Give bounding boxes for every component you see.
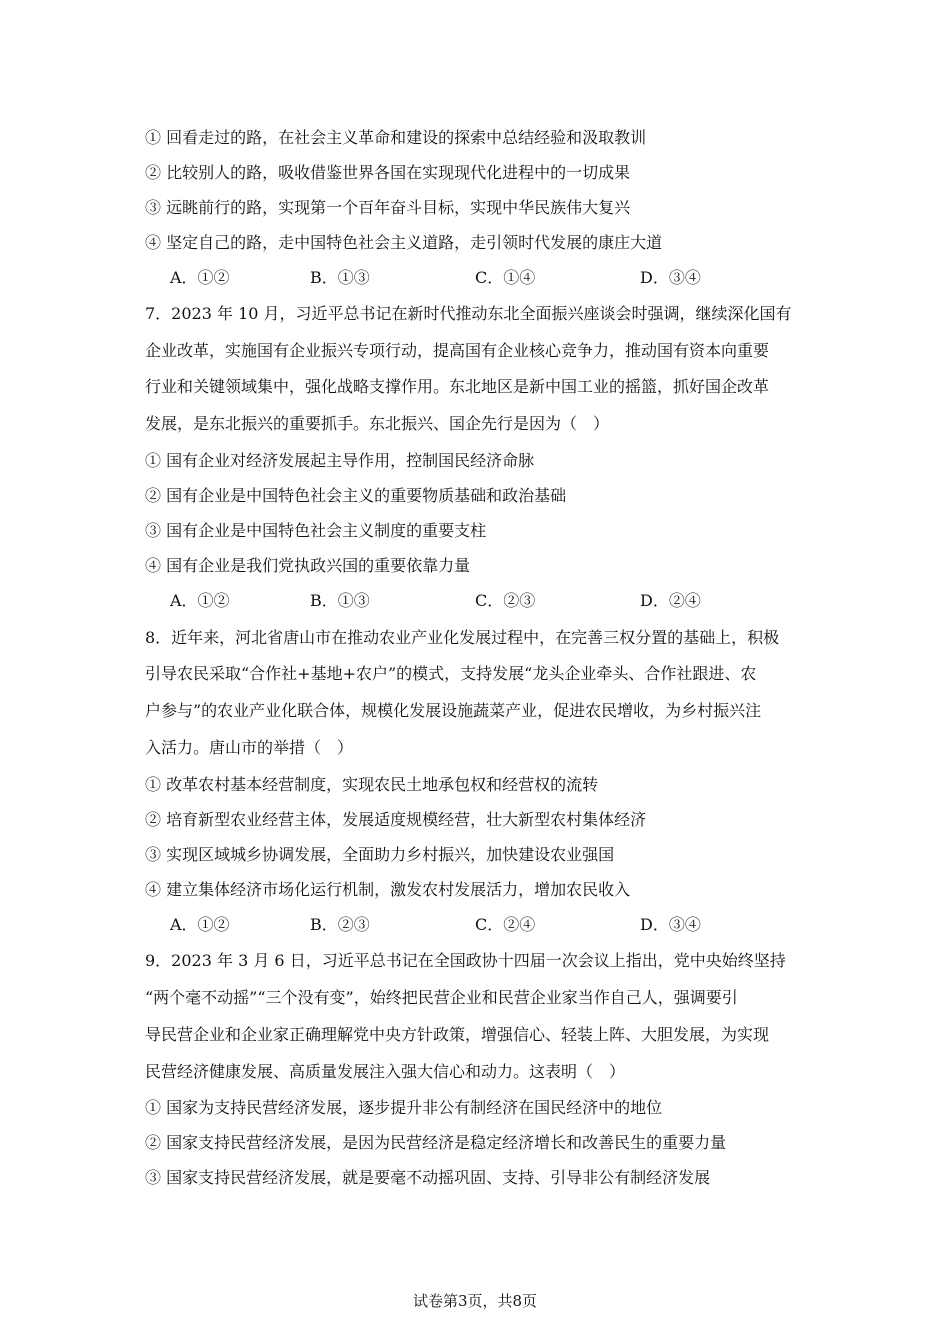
q8-stem-line-1: 8．近年来，河北省唐山市在推动农业产业化发展过程中，在完善三权分置的基础上，积极 xyxy=(145,628,780,647)
q7-option-a: A．①② xyxy=(170,591,230,610)
q6-option-c: C．①④ xyxy=(475,268,536,287)
q8-option-d: D．③④ xyxy=(640,915,701,934)
q8-stem-line-4: 入活力。唐山市的举措（ ） xyxy=(145,738,354,757)
q7-stem-line-2: 企业改革，实施国有企业振兴专项行动，提高国有企业核心竞争力，推动国有资本向重要 xyxy=(145,341,770,360)
q6-statement-1: ① 回看走过的路，在社会主义革命和建设的探索中总结经验和汲取教训 xyxy=(145,128,647,147)
q8-statement-4: ④ 建立集体经济市场化运行机制，激发农村发展活力，增加农民收入 xyxy=(145,880,631,899)
q6-option-d: D．③④ xyxy=(640,268,701,287)
q7-stem-line-1: 7．2023 年 10 月，习近平总书记在新时代推动东北全面振兴座谈会时强调，继续深化国有 xyxy=(145,304,792,323)
q9-stem-line-3: 导民营企业和企业家正确理解党中央方针政策，增强信心、轻装上阵、大胆发展，为实现 xyxy=(145,1025,770,1044)
q7-option-d: D．②④ xyxy=(640,591,701,610)
page-footer: 试卷第3页，共8页 xyxy=(412,1292,538,1310)
q7-stem-line-4: 发展，是东北振兴的重要抓手。东北振兴、国企先行是因为（ ） xyxy=(145,414,610,433)
q7-stem-line-3: 行业和关键领域集中，强化战略支撑作用。东北地区是新中国工业的摇篮，抓好国企改革 xyxy=(145,377,770,396)
q9-stem-line-1: 9．2023 年 3 月 6 日，习近平总书记在全国政协十四届一次会议上指出，党中央始终坚持 xyxy=(145,951,786,970)
q7-option-b: B．①③ xyxy=(310,591,370,610)
q8-option-a: A．①② xyxy=(170,915,230,934)
q8-option-c: C．②④ xyxy=(475,915,536,934)
q6-option-b: B．①③ xyxy=(310,268,370,287)
q7-statement-3: ③ 国有企业是中国特色社会主义制度的重要支柱 xyxy=(145,521,487,540)
q8-stem-line-2: 引导农民采取“合作社+基地+农户”的模式，支持发展“龙头企业牵头、合作社跟进、农 xyxy=(145,664,757,683)
q8-statement-2: ② 培育新型农业经营主体，发展适度规模经营，壮大新型农村集体经济 xyxy=(145,810,647,829)
q9-statement-2: ② 国家支持民营经济发展，是因为民营经济是稳定经济增长和改善民生的重要力量 xyxy=(145,1133,727,1152)
q8-options xyxy=(170,915,870,935)
q6-options xyxy=(170,268,870,288)
q9-statement-1: ① 国家为支持民营经济发展，逐步提升非公有制经济在国民经济中的地位 xyxy=(145,1098,663,1117)
q9-stem-line-2: “两个毫不动摇”“三个没有变”，始终把民营企业和民营企业家当作自己人，强调要引 xyxy=(145,988,738,1007)
q7-statement-1: ① 国有企业对经济发展起主导作用，控制国民经济命脉 xyxy=(145,451,535,470)
q6-statement-4: ④ 坚定自己的路，走中国特色社会主义道路，走引领时代发展的康庄大道 xyxy=(145,233,663,252)
q8-statement-1: ① 改革农村基本经营制度，实现农民土地承包权和经营权的流转 xyxy=(145,775,599,794)
q9-stem-line-4: 民营经济健康发展、高质量发展注入强大信心和动力。这表明（ ） xyxy=(145,1062,626,1081)
q7-statement-2: ② 国有企业是中国特色社会主义的重要物质基础和政治基础 xyxy=(145,486,567,505)
q7-statement-4: ④ 国有企业是我们党执政兴国的重要依靠力量 xyxy=(145,556,471,575)
q8-option-b: B．②③ xyxy=(310,915,370,934)
q7-options xyxy=(170,591,870,611)
q8-statement-3: ③ 实现区域城乡协调发展，全面助力乡村振兴，加快建设农业强国 xyxy=(145,845,615,864)
q6-statement-3: ③ 远眺前行的路，实现第一个百年奋斗目标，实现中华民族伟大复兴 xyxy=(145,198,631,217)
q9-statement-3: ③ 国家支持民营经济发展，就是要毫不动摇巩固、支持、引导非公有制经济发展 xyxy=(145,1168,711,1187)
q6-option-a: A．①② xyxy=(170,268,230,287)
q8-stem-line-3: 户参与”的农业产业化联合体，规模化发展设施蔬菜产业，促进农民增收，为乡村振兴注 xyxy=(145,701,762,720)
q6-statement-2: ② 比较别人的路，吸收借鉴世界各国在实现现代化进程中的一切成果 xyxy=(145,163,631,182)
q7-option-c: C．②③ xyxy=(475,591,536,610)
